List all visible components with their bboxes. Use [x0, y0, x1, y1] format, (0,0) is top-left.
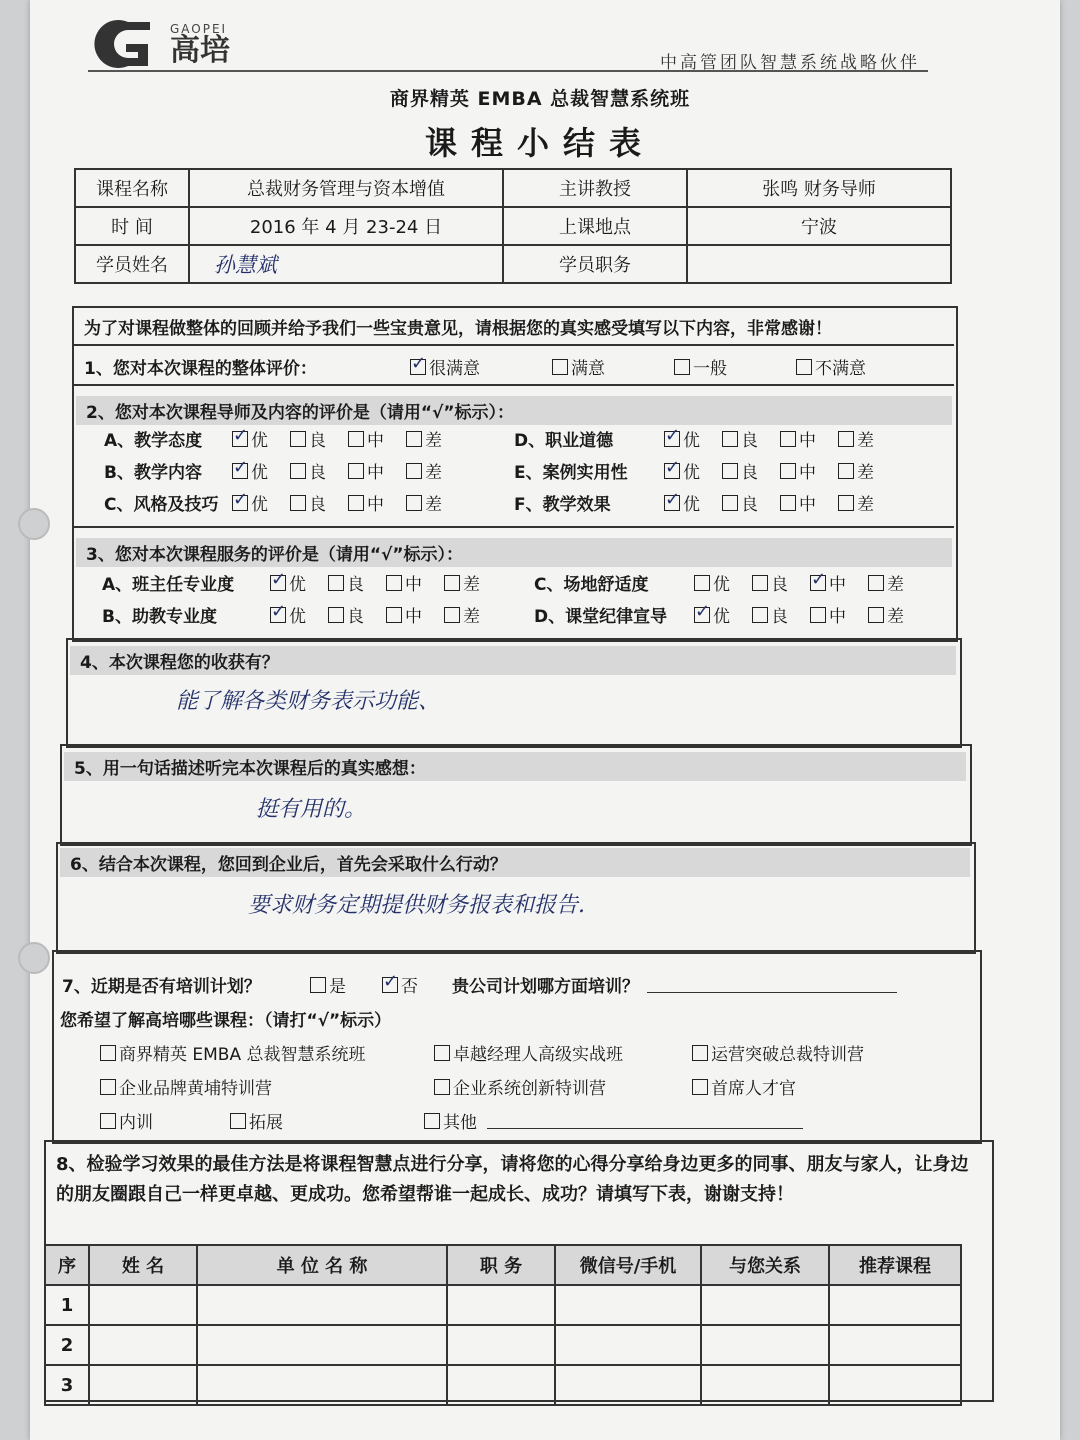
table-cell-input[interactable] [701, 1365, 829, 1405]
teacher-label: 主讲教授 [503, 169, 687, 207]
place-value[interactable]: 宁波 [687, 207, 951, 245]
place-label: 上课地点 [503, 207, 687, 245]
time-label: 时 间 [75, 207, 189, 245]
q1-row [84, 354, 884, 379]
course-option-internal[interactable]: 内训 [100, 1108, 153, 1133]
checkbox[interactable] [664, 495, 680, 511]
q2-grade-option[interactable]: 差 [838, 426, 878, 451]
course-option-other[interactable]: 其他 [424, 1108, 803, 1133]
q2-item-label: E、案例实用性 [514, 463, 628, 483]
q2-grade-option[interactable]: ✓ 优 [664, 458, 704, 483]
table-cell-input[interactable] [447, 1365, 555, 1405]
q2-grade-option[interactable]: 中 [348, 490, 388, 515]
table-cell-input[interactable] [197, 1365, 447, 1405]
q1-label: 1、您对本次课程的整体评价： [84, 359, 317, 379]
q7-label: 7、近期是否有培训计划？ [62, 977, 261, 997]
q6-answer[interactable]: 要求财务定期提供财务报表和报告. [248, 893, 585, 918]
checkbox[interactable] [810, 575, 826, 591]
table-cell-input[interactable] [197, 1325, 447, 1365]
q7-plan-input[interactable] [647, 976, 897, 993]
q3-grade-option[interactable]: 差 [868, 570, 908, 595]
q2-grade-option[interactable]: ✓ 优 [232, 426, 272, 451]
checkbox[interactable] [310, 977, 326, 993]
table-cell-input[interactable] [555, 1285, 701, 1325]
q3-grade-option[interactable]: 良 [328, 570, 368, 595]
logo-english: GAOPEI [170, 22, 228, 36]
q2-grade-option[interactable]: 差 [406, 458, 446, 483]
q5-answer[interactable]: 挺有用的。 [256, 797, 367, 822]
q6-label: 6、结合本次课程，您回到企业后，首先会采取什么行动？ [60, 848, 970, 877]
q2-grade-option[interactable]: 良 [290, 426, 330, 451]
q7-courses-label: 您希望了解高培哪些课程：（请打“√”标示） [60, 1011, 392, 1031]
logo-chinese: 高培 [170, 33, 230, 68]
checkbox[interactable] [348, 495, 364, 511]
course-option-outdoor[interactable]: 拓展 [230, 1108, 283, 1133]
table-cell-input[interactable] [447, 1285, 555, 1325]
q2-item-row [514, 490, 896, 515]
q3-grade-option[interactable]: 中 [810, 602, 850, 627]
col-index: 序 [45, 1245, 89, 1285]
q3-grade-option[interactable]: 差 [444, 602, 484, 627]
q3-grade-option[interactable]: 差 [444, 570, 484, 595]
checkbox[interactable] [444, 607, 460, 623]
q2-grade-option[interactable]: 中 [780, 490, 820, 515]
checkbox[interactable] [270, 607, 286, 623]
q2-grade-option[interactable]: 中 [780, 426, 820, 451]
table-cell-input[interactable] [829, 1365, 961, 1405]
q3-grade-option[interactable]: 良 [752, 570, 792, 595]
checkbox[interactable] [406, 495, 422, 511]
course-option-innovation[interactable]: 企业系统创新特训营 [434, 1074, 606, 1099]
q3-item-row [102, 602, 502, 627]
teacher-value[interactable]: 张鸣 财务导师 [687, 169, 951, 207]
checkbox[interactable] [780, 463, 796, 479]
q2-grade-option[interactable]: 良 [722, 426, 762, 451]
q2-item-label: A、教学态度 [104, 431, 203, 451]
q3-item-label: A、班主任专业度 [102, 575, 235, 595]
checkbox[interactable] [868, 575, 884, 591]
q3-item-label: D、课堂纪律宣导 [534, 607, 668, 627]
q7-option-yes[interactable]: 是 [310, 972, 364, 997]
divider [74, 344, 954, 346]
q2-grade-option[interactable]: ✓ 优 [232, 458, 272, 483]
q2-item-label: C、风格及技巧 [104, 495, 219, 515]
checkbox[interactable] [348, 431, 364, 447]
checkbox[interactable] [780, 495, 796, 511]
header-divider [88, 70, 928, 72]
other-input[interactable] [487, 1112, 803, 1129]
time-value[interactable]: 2016 年 4 月 23-24 日 [189, 207, 503, 245]
checkbox[interactable] [838, 431, 854, 447]
checkbox[interactable] [838, 463, 854, 479]
table-cell-input[interactable] [701, 1285, 829, 1325]
table-cell-input[interactable] [555, 1325, 701, 1365]
q2-item-label: B、教学内容 [104, 463, 202, 483]
table-cell-input[interactable] [555, 1365, 701, 1405]
checkbox[interactable] [290, 431, 306, 447]
table-cell-input[interactable] [829, 1285, 961, 1325]
checkbox[interactable] [664, 463, 680, 479]
q5-label: 5、用一句话描述听完本次课程后的真实感想： [64, 752, 966, 781]
q2-grade-option[interactable]: ✓ 优 [664, 490, 704, 515]
checkbox[interactable] [290, 495, 306, 511]
q2-grade-option[interactable]: 差 [838, 490, 878, 515]
q7-row [62, 972, 897, 997]
course-name-label: 课程名称 [75, 169, 189, 207]
gaopei-logo [88, 18, 230, 70]
checkbox[interactable] [694, 607, 710, 623]
q3-grade-option[interactable]: ✓ 优 [270, 570, 310, 595]
table-row [45, 1365, 961, 1405]
checkbox[interactable] [270, 575, 286, 591]
q3-item-row [534, 602, 926, 627]
checkbox[interactable] [674, 359, 690, 375]
q1-option-very-satisfied[interactable]: ✓ 很满意 [410, 354, 534, 379]
q3-grade-option[interactable]: 良 [328, 602, 368, 627]
checkbox[interactable] [722, 463, 738, 479]
q4-answer[interactable]: 能了解各类财务表示功能、 [176, 689, 441, 714]
checkbox[interactable] [232, 431, 248, 447]
checkbox[interactable] [410, 359, 426, 375]
student-name-value[interactable]: 孙慧斌 [189, 245, 503, 283]
q3-grade-option[interactable]: ✓ 优 [694, 602, 734, 627]
col-recommended-course: 推荐课程 [829, 1245, 961, 1285]
q2-grade-option[interactable]: ✓ 优 [232, 490, 272, 515]
checkbox[interactable] [552, 359, 568, 375]
q7-plan-label: 贵公司计划哪方面培训？ [452, 977, 639, 997]
checkbox[interactable] [796, 359, 812, 375]
q2-item-row [104, 426, 464, 451]
table-cell-input[interactable] [89, 1365, 197, 1405]
referral-table [44, 1244, 962, 1406]
checkbox[interactable] [328, 607, 344, 623]
q2-item-row [104, 490, 464, 515]
table-row [45, 1285, 961, 1325]
q1-option-average[interactable]: 一般 [674, 354, 778, 379]
q3-item-row [102, 570, 502, 595]
q2-item-row [104, 458, 464, 483]
q3-grade-option[interactable]: 中 [386, 602, 426, 627]
punch-hole [18, 508, 50, 540]
course-option-emba[interactable]: 商界精英 EMBA 总裁智慧系统班 [100, 1040, 366, 1065]
slogan: 中高管团队智慧系统战略伙伴 [660, 53, 920, 73]
logo-g-icon [88, 18, 166, 70]
table-cell-input[interactable] [89, 1325, 197, 1365]
course-option-manager[interactable]: 卓越经理人高级实战班 [434, 1040, 623, 1065]
q7-option-no[interactable]: ✓ 否 [382, 972, 434, 997]
checkbox[interactable] [348, 463, 364, 479]
table-cell-input[interactable] [447, 1325, 555, 1365]
col-position: 职 务 [447, 1245, 555, 1285]
q3-label: 3、您对本次课程服务的评价是（请用“√”标示）： [76, 538, 952, 567]
student-position-value[interactable] [687, 245, 951, 283]
checkbox[interactable] [810, 607, 826, 623]
q2-item-label: D、职业道德 [514, 431, 614, 451]
q2-grade-option[interactable]: 差 [406, 490, 446, 515]
q4-label: 4、本次课程您的收获有？ [70, 646, 956, 675]
checkbox[interactable] [722, 431, 738, 447]
q2-grade-option[interactable]: 良 [290, 458, 330, 483]
punch-hole [18, 942, 50, 974]
checkbox[interactable] [232, 495, 248, 511]
col-relation: 与您关系 [701, 1245, 829, 1285]
checkbox[interactable] [386, 575, 402, 591]
checkbox[interactable] [752, 607, 768, 623]
q2-grade-option[interactable]: 差 [838, 458, 878, 483]
q2-item-label: F、教学效果 [514, 495, 611, 515]
checkbox[interactable] [694, 575, 710, 591]
q3-item-row [534, 570, 926, 595]
q2-grade-option[interactable]: 差 [406, 426, 446, 451]
q8-text: 8、检验学习效果的最佳方法是将课程智慧点进行分享，请将您的心得分享给身边更多的同事、朋友与家人，让身边的朋友圈跟自己一样更卓越、更成功。您希望帮谁一起成长、成功？请填写下表，谢谢支持！ [56, 1154, 969, 1205]
row-index: 1 [45, 1285, 89, 1325]
checkbox[interactable] [382, 977, 398, 993]
q2-grade-option[interactable]: 中 [780, 458, 820, 483]
q2-grade-option[interactable]: ✓ 优 [664, 426, 704, 451]
q2-grade-option[interactable]: 良 [722, 458, 762, 483]
student-name-label: 学员姓名 [75, 245, 189, 283]
table-row [45, 1325, 961, 1365]
q2-label: 2、您对本次课程导师及内容的评价是（请用“√”标示）： [76, 396, 952, 425]
course-option-operations[interactable]: 运营突破总裁特训营 [692, 1040, 864, 1065]
divider [74, 526, 954, 528]
checkbox[interactable] [386, 607, 402, 623]
form-title: 课程小结表 [424, 124, 655, 162]
intro-text: 为了对课程做整体的回顾并给予我们一些宝贵意见，请根据您的真实感受填写以下内容，非常感谢！ [84, 319, 832, 339]
form-subtitle: 商界精英 EMBA 总裁智慧系统班 [389, 88, 691, 110]
q3-grade-option[interactable]: 良 [752, 602, 792, 627]
q3-item-label: B、助教专业度 [102, 607, 217, 627]
table-cell-input[interactable] [197, 1285, 447, 1325]
checkbox[interactable] [328, 575, 344, 591]
q2-item-row [514, 426, 896, 451]
checkbox[interactable] [838, 495, 854, 511]
table-cell-input[interactable] [829, 1325, 961, 1365]
table-cell-input[interactable] [89, 1285, 197, 1325]
q2-grade-option[interactable]: 中 [348, 458, 388, 483]
q2-grade-option[interactable]: 良 [722, 490, 762, 515]
checkbox[interactable] [290, 463, 306, 479]
student-position-label: 学员职务 [503, 245, 687, 283]
course-name-value[interactable]: 总裁财务管理与资本增值 [189, 169, 503, 207]
col-wechat-phone: 微信号/手机 [555, 1245, 701, 1285]
q2-grade-option[interactable]: 中 [348, 426, 388, 451]
col-name: 姓 名 [89, 1245, 197, 1285]
row-index: 3 [45, 1365, 89, 1405]
course-info-table [74, 168, 952, 284]
checkbox[interactable] [406, 431, 422, 447]
course-option-brand[interactable]: 企业品牌黄埔特训营 [100, 1074, 272, 1099]
q2-item-row [514, 458, 896, 483]
col-company: 单 位 名 称 [197, 1245, 447, 1285]
q2-grade-option[interactable]: 良 [290, 490, 330, 515]
q3-grade-option[interactable]: 中 [386, 570, 426, 595]
checkbox[interactable] [752, 575, 768, 591]
checkbox[interactable] [406, 463, 422, 479]
checkbox[interactable] [664, 431, 680, 447]
checkbox[interactable] [444, 575, 460, 591]
course-option-talent[interactable]: 首席人才官 [692, 1074, 796, 1099]
checkbox[interactable] [780, 431, 796, 447]
q3-grade-option[interactable]: 差 [868, 602, 908, 627]
divider [74, 384, 954, 386]
row-index: 2 [45, 1325, 89, 1365]
q3-item-label: C、场地舒适度 [534, 575, 649, 595]
checkbox[interactable] [722, 495, 738, 511]
q1-option-satisfied[interactable]: 满意 [552, 354, 656, 379]
table-cell-input[interactable] [701, 1325, 829, 1365]
q3-grade-option[interactable]: ✓ 优 [270, 602, 310, 627]
checkbox[interactable] [868, 607, 884, 623]
q1-option-dissatisfied[interactable]: 不满意 [796, 354, 866, 379]
q3-grade-option[interactable]: 优 [694, 570, 734, 595]
checkbox[interactable] [232, 463, 248, 479]
q3-grade-option[interactable]: ✓ 中 [810, 570, 850, 595]
